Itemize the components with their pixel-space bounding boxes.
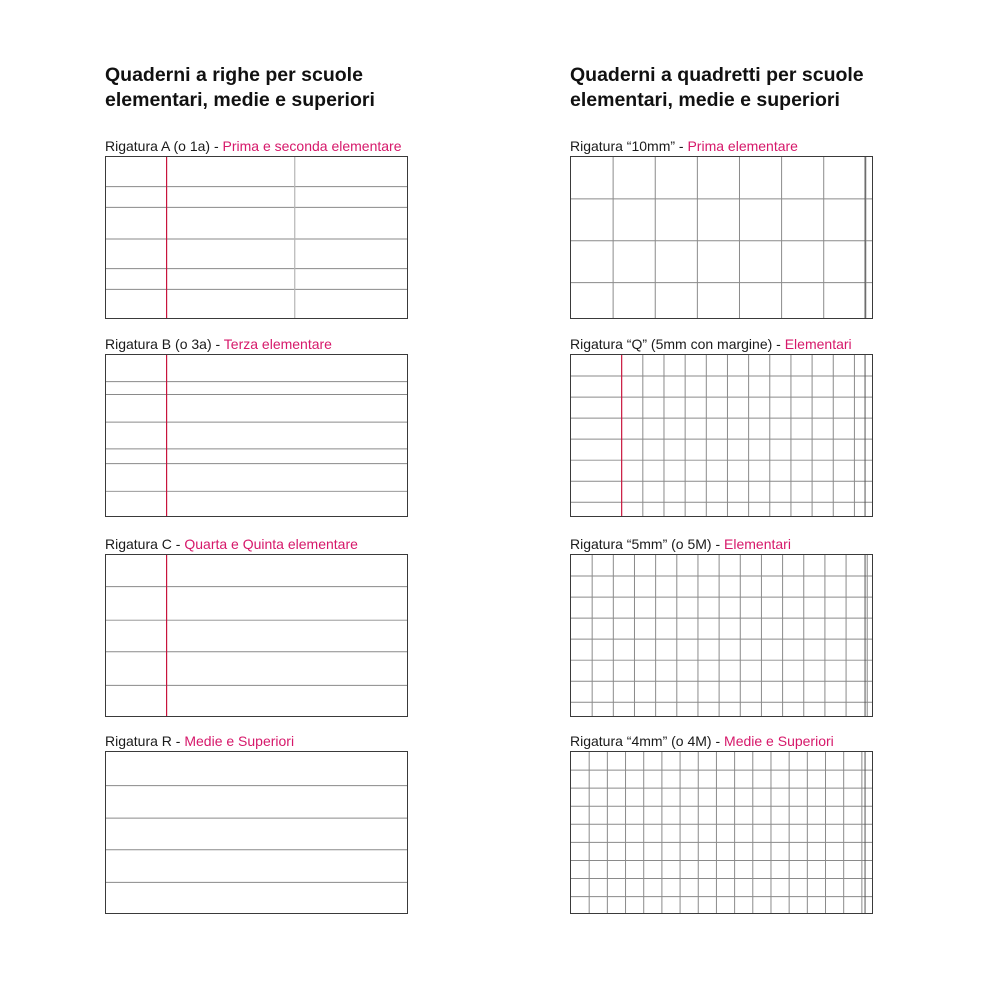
ruling-c-sample — [105, 535, 411, 717]
ruling-5mm-page — [570, 554, 873, 717]
ruling-4mm-grid — [571, 752, 872, 913]
ruling-4mm-sample — [570, 732, 876, 914]
ruling-a-page — [105, 156, 408, 319]
ruling-c-page — [105, 554, 408, 717]
ruling-4mm-page — [570, 751, 873, 914]
ruling-10mm-grade: Prima elementare — [687, 138, 798, 154]
ruling-5mm-sample — [570, 535, 876, 717]
ruling-10mm-page — [570, 156, 873, 319]
ruling-a-grade: Prima e seconda elementare — [222, 138, 402, 154]
heading-line-1: Quaderni a quadretti per scuole — [570, 64, 864, 86]
ruling-a-label — [105, 137, 411, 155]
ruling-r-page — [105, 751, 408, 914]
ruling-5mm-name: Rigatura “5mm” (o 5M) - — [570, 536, 725, 552]
squared-notebooks-heading — [570, 63, 900, 113]
ruling-10mm-label — [570, 137, 876, 155]
ruling-4mm-name: Rigatura “4mm” (o 4M) - — [570, 733, 725, 749]
ruling-b-sample — [105, 335, 411, 517]
ruling-a-sample — [105, 137, 411, 319]
ruling-q-label — [570, 335, 876, 353]
ruling-a-name: Rigatura A (o 1a) - — [105, 138, 223, 154]
ruling-r-grade: Medie e Superiori — [184, 733, 295, 749]
ruling-q-grid — [571, 355, 872, 516]
ruling-c-grade: Quarta e Quinta elementare — [184, 536, 358, 552]
lined-notebooks-heading — [105, 63, 435, 113]
ruling-b-label — [105, 335, 411, 353]
ruling-c-label — [105, 535, 411, 553]
ruling-10mm-grid — [571, 157, 872, 318]
heading-line-1: Quaderni a righe per scuole — [105, 64, 363, 86]
ruling-10mm-name: Rigatura “10mm” - — [570, 138, 688, 154]
ruling-5mm-grid — [571, 555, 872, 716]
ruling-a-lines — [106, 157, 407, 318]
ruling-c-name: Rigatura C - — [105, 536, 185, 552]
ruling-4mm-grade: Medie e Superiori — [724, 733, 834, 749]
heading-line-2: elementari, medie e superiori — [105, 89, 375, 111]
ruling-r-label — [105, 732, 411, 750]
ruling-r-sample — [105, 732, 411, 914]
ruling-5mm-label — [570, 535, 876, 553]
ruling-4mm-label — [570, 732, 876, 750]
ruling-q-page — [570, 354, 873, 517]
ruling-b-page — [105, 354, 408, 517]
ruling-q-grade: Elementari — [784, 336, 852, 352]
ruling-b-name: Rigatura B (o 3a) - — [105, 336, 224, 352]
ruling-b-grade: Terza elementare — [223, 336, 332, 352]
ruling-q-name: Rigatura “Q” (5mm con margine) - — [570, 336, 785, 352]
ruling-b-lines — [106, 355, 407, 516]
ruling-5mm-grade: Elementari — [724, 536, 791, 552]
ruling-q-sample — [570, 335, 876, 517]
ruling-r-name: Rigatura R - — [105, 733, 185, 749]
heading-line-2: elementari, medie e superiori — [570, 89, 840, 111]
ruling-r-lines — [106, 752, 407, 913]
ruling-10mm-sample — [570, 137, 876, 319]
ruling-c-lines — [106, 555, 407, 716]
